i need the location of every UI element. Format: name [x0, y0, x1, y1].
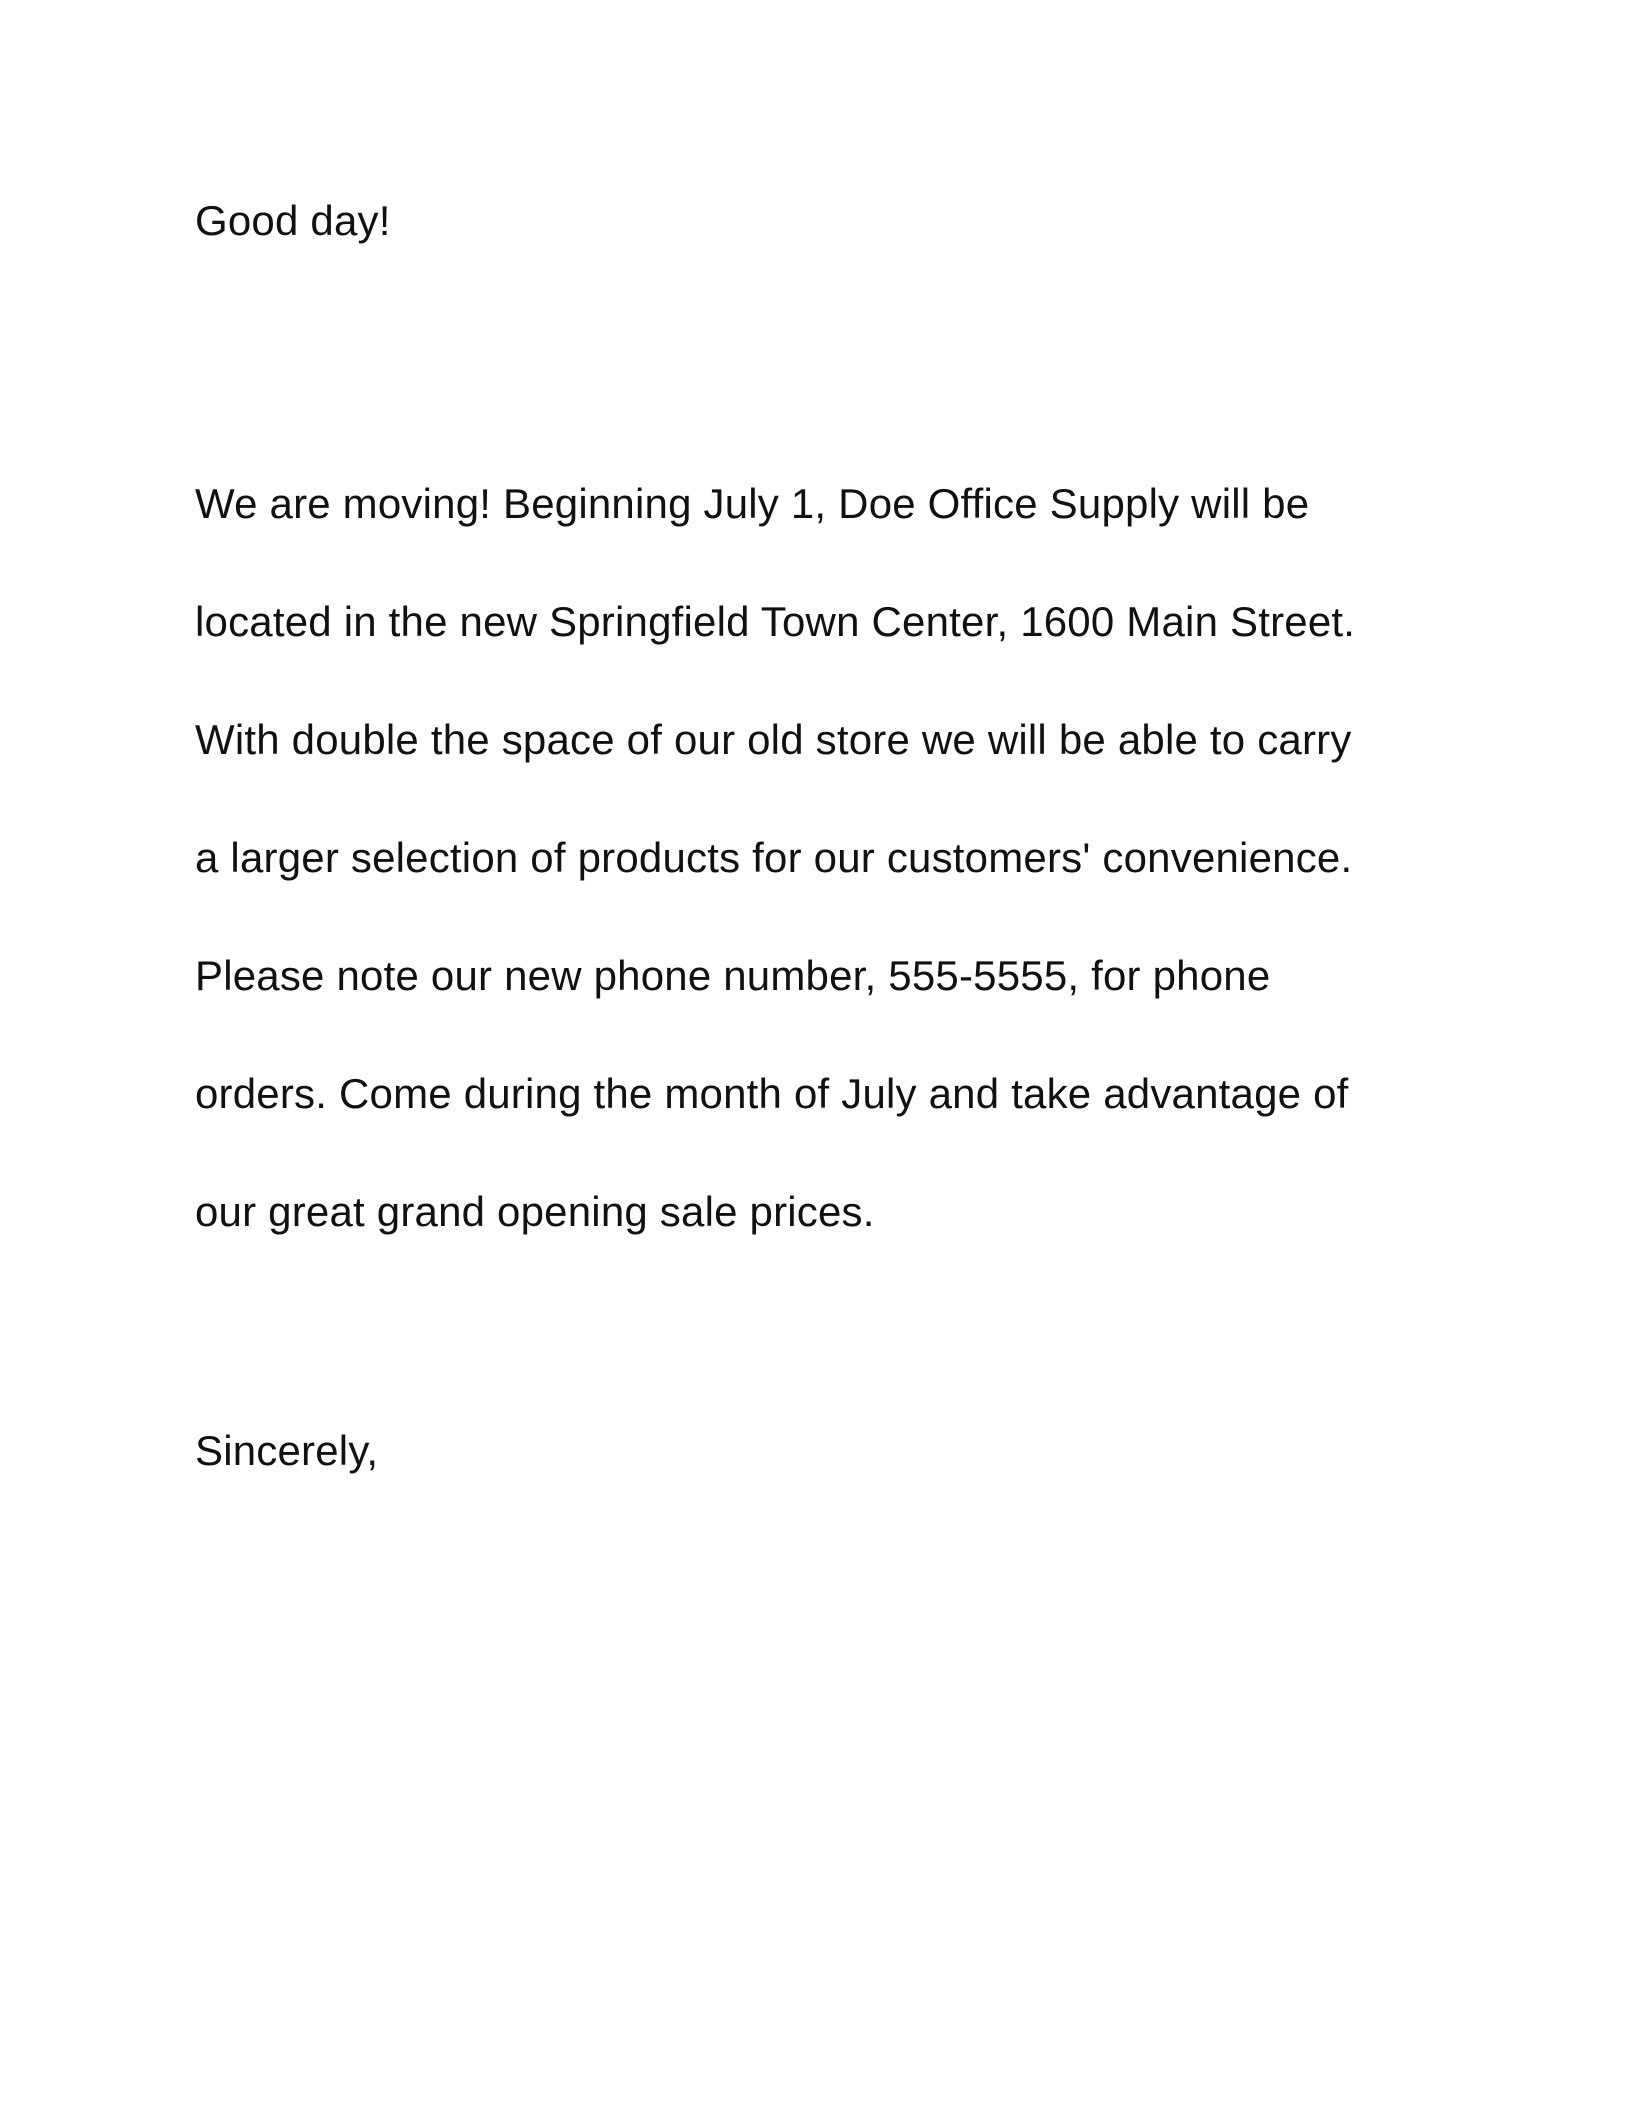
- greeting: Good day!: [195, 197, 391, 244]
- body-line: a larger selection of products for our customers' convenience.: [195, 834, 1353, 881]
- body-line: located in the new Springfield Town Center, 1600 Main Street.: [195, 598, 1356, 645]
- closing: Sincerely,: [195, 1427, 379, 1474]
- body-line: We are moving! Beginning July 1, Doe Office Supply will be: [195, 480, 1310, 527]
- body-line: Please note our new phone number, 555-5555, for phone: [195, 952, 1271, 999]
- body-line: our great grand opening sale prices.: [195, 1188, 875, 1235]
- body-line: orders. Come during the month of July and take advantage of: [195, 1070, 1349, 1117]
- body-line: With double the space of our old store we will be able to carry: [195, 716, 1352, 763]
